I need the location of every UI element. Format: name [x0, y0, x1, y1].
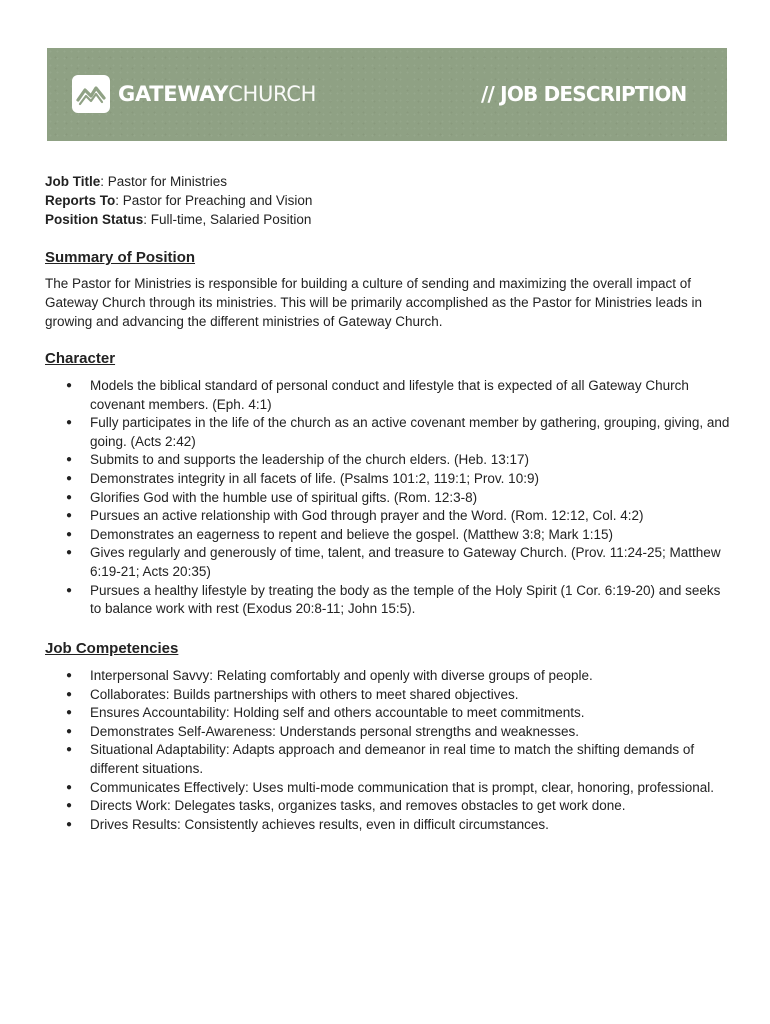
character-list [45, 377, 735, 619]
list-item: ● Models the biblical standard of personal conduct and lifestyle that is expected of all Gateway Church covenant members. (Eph. 4:1) [45, 377, 735, 414]
list-item: ● Communicates Effectively: Uses multi-mode communication that is prompt, clear, honoring, professional. [45, 779, 735, 798]
job-title-value: : Pastor for Ministries [100, 174, 228, 189]
church-logo-icon [72, 75, 110, 113]
character-heading: Character [45, 350, 116, 367]
document-type-title: // JOB DESCRIPTION [481, 82, 687, 106]
list-item: ● Drives Results: Consistently achieves results, even in difficult circumstances. [45, 816, 735, 835]
job-title-label: Job Title [45, 174, 101, 189]
list-item: ● Pursues a healthy lifestyle by treating the body as the temple of the Holy Spirit (1 Cor. 6:19-20) and seeks to balance work with rest (Exodus 20:8-11; John 15:5). [45, 582, 735, 619]
position-status-value: : Full-time, Salaried Position [143, 212, 312, 227]
summary-text: The Pastor for Ministries is responsible for building a culture of sending and maximizing the overall impact of Gateway Church through its ministries. This will be primarily accomplished as the Pastor for Ministries leads in growing and advancing the different ministries of Gateway Church. [45, 276, 702, 329]
header-banner [47, 48, 727, 141]
list-item: ● Demonstrates an eagerness to repent and believe the gospel. (Matthew 3:8; Mark 1:15) [45, 526, 735, 545]
list-item: ● Demonstrates Self-Awareness: Understands personal strengths and weaknesses. [45, 723, 735, 742]
competencies-heading: Job Competencies [45, 640, 179, 657]
list-item: ● Ensures Accountability: Holding self and others accountable to meet commitments. [45, 704, 735, 723]
list-item: ● Directs Work: Delegates tasks, organizes tasks, and removes obstacles to get work done. [45, 797, 735, 816]
position-meta [45, 172, 312, 229]
logo-light-text: CHURCH [228, 82, 317, 106]
job-title-line [45, 172, 312, 191]
logo-bold-text: GATEWAY [118, 82, 229, 106]
reports-to-line [45, 191, 312, 210]
list-item: ● Collaborates: Builds partnerships with others to meet shared objectives. [45, 686, 735, 705]
list-item: ● Situational Adaptability: Adapts approach and demeanor in real time to match the shifting demands of different situations. [45, 741, 735, 778]
list-item: ● Demonstrates integrity in all facets of life. (Psalms 101:2, 119:1; Prov. 10:9) [45, 470, 735, 489]
list-item: ● Glorifies God with the humble use of spiritual gifts. (Rom. 12:3-8) [45, 489, 735, 508]
position-status-label: Position Status [45, 212, 144, 227]
church-name-logo [118, 81, 316, 107]
reports-to-label: Reports To [45, 193, 116, 208]
summary-heading: Summary of Position [45, 249, 196, 266]
competencies-list [45, 667, 735, 834]
reports-to-value: : Pastor for Preaching and Vision [115, 193, 313, 208]
list-item: ● Interpersonal Savvy: Relating comfortably and openly with diverse groups of people. [45, 667, 735, 686]
list-item: ● Gives regularly and generously of time, talent, and treasure to Gateway Church. (Prov. 11:24-25; Matthew 6:19-21; Acts 20:35) [45, 544, 735, 581]
list-item: ● Pursues an active relationship with God through prayer and the Word. (Rom. 12:12, Col. 4:2) [45, 507, 735, 526]
list-item: ● Submits to and supports the leadership of the church elders. (Heb. 13:17) [45, 451, 735, 470]
list-item: ● Fully participates in the life of the church as an active covenant member by gathering, grouping, giving, and going. (Acts 2:42) [45, 414, 735, 451]
position-status-line [45, 210, 312, 229]
